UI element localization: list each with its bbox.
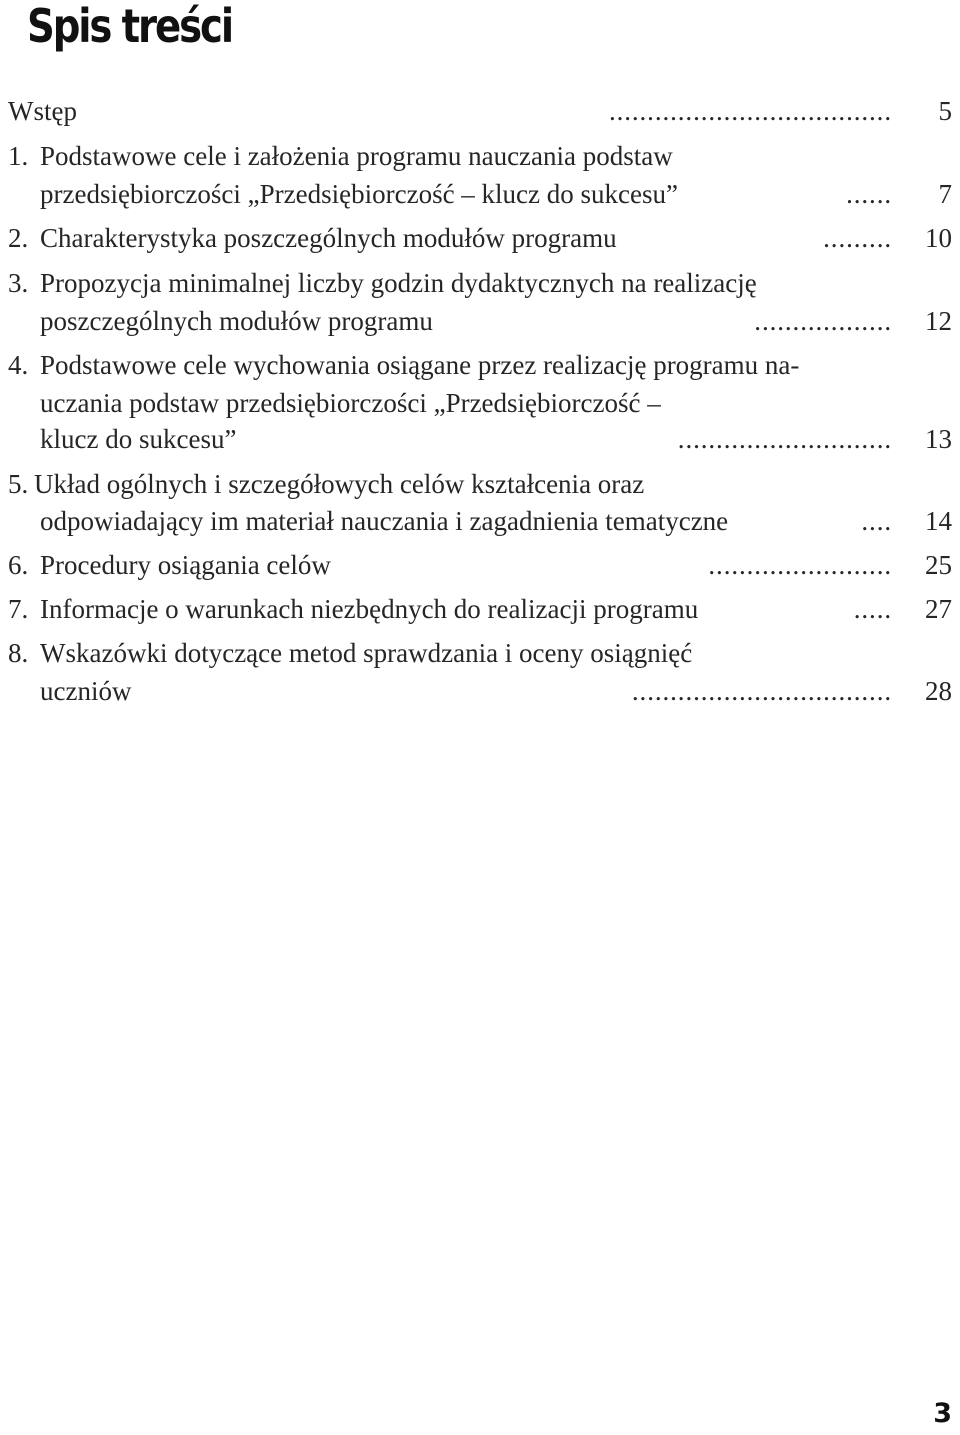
toc-page-number: 5 [938, 96, 952, 126]
toc-entry-6[interactable] [0, 550, 960, 590]
toc-page-number: 12 [925, 306, 952, 336]
dot-leader: ......... [823, 223, 892, 253]
toc-entry-5-continued[interactable] [0, 506, 960, 546]
toc-entry-number: 3. [8, 268, 29, 298]
toc-entry-wstep[interactable] [0, 96, 960, 136]
dot-leader: ..... [853, 594, 892, 624]
toc-entry-number: 8. [8, 638, 29, 668]
toc-entry-title: Charakterystyka poszczególnych modułów programu [40, 223, 617, 253]
toc-entry-7[interactable] [0, 594, 960, 634]
toc-page-number: 13 [925, 424, 952, 454]
toc-entry-title: przedsiębiorczości „Przedsiębiorczość – klucz do sukcesu” [40, 179, 678, 209]
toc-entry-title: Układ ogólnych i szczegółowych celów kształcenia oraz [34, 469, 645, 499]
toc-entry-title: Propozycja minimalnej liczby godzin dydaktycznych na realizację [40, 268, 757, 298]
toc-entry-title: Informacje o warunkach niezbędnych do realizacji programu [40, 594, 699, 624]
dot-leader: ........................ [708, 550, 892, 580]
dot-leader: .................. [754, 306, 892, 336]
toc-entry-title: Procedury osiągania celów [40, 550, 331, 580]
toc-entry-number: 6. [8, 550, 29, 580]
toc-entry-number: 2. [8, 223, 29, 253]
toc-entry-title: poszczególnych modułów programu [40, 306, 433, 336]
toc-entry-number: 4. [8, 350, 29, 380]
toc-entry-1-continued[interactable] [0, 179, 960, 219]
toc-entry-8-continued[interactable] [0, 676, 960, 716]
page-number: 3 [933, 1398, 952, 1429]
toc-entry-4-continued[interactable] [0, 424, 960, 464]
dot-leader: .... [861, 506, 892, 536]
toc-entry-title: odpowiadający im materiał nauczania i zagadnienia tematyczne [40, 506, 729, 536]
toc-entry-number: 1. [8, 141, 29, 171]
toc-entry-8[interactable] [0, 638, 960, 678]
toc-page-number: 27 [925, 594, 952, 624]
dot-leader: .................................. [631, 676, 892, 706]
toc-entry-title: Wstęp [8, 96, 77, 126]
toc-entry-3-continued[interactable] [0, 306, 960, 346]
toc-entry-2[interactable] [0, 223, 960, 263]
toc-page-number: 14 [925, 506, 952, 536]
toc-entry-title: uczniów [40, 676, 132, 706]
dot-leader: ..................................... [608, 96, 892, 126]
dot-leader: ...... [846, 179, 892, 209]
toc-entry-title: uczania podstaw przedsiębiorczości „Przedsiębiorczość – [40, 388, 661, 418]
toc-entry-3[interactable] [0, 268, 960, 308]
toc-entry-4[interactable] [0, 350, 960, 390]
toc-page-number: 7 [938, 179, 952, 209]
toc-entry-title: Wskazówki dotyczące metod sprawdzania i oceny osiągnięć [40, 638, 693, 668]
toc-entry-5[interactable] [0, 469, 960, 509]
toc-entry-title: klucz do sukcesu” [40, 424, 237, 454]
toc-entry-title: Podstawowe cele i założenia programu nauczania podstaw [40, 141, 673, 171]
toc-page-number: 25 [925, 550, 952, 580]
toc-page-number: 10 [925, 223, 952, 253]
toc-page-number: 28 [925, 676, 952, 706]
page-title: Spis treści [27, 0, 232, 53]
dot-leader: ............................ [677, 424, 892, 454]
toc-entry-title: Podstawowe cele wychowania osiągane przez realizację programu na- [40, 350, 800, 380]
toc-entry-1[interactable] [0, 141, 960, 181]
toc-entry-4-continued[interactable] [0, 388, 960, 428]
toc-entry-number: 5. [8, 469, 29, 499]
toc-entry-number: 7. [8, 594, 29, 624]
